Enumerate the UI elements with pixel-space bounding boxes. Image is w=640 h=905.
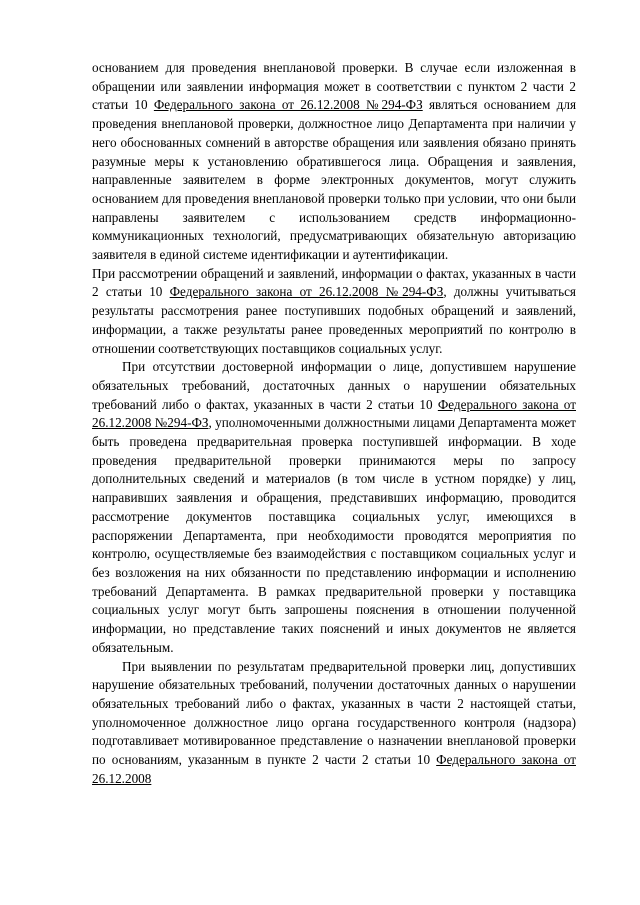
federal-law-link[interactable]: Федерального закона от 26.12.2008 №294-ФЗ — [153, 97, 423, 113]
paragraph-4 — [92, 658, 576, 789]
paragraph-text: , уполномоченными должностными лицами Департамента может быть проведена предварительная проверка поступившей информации. В ходе проведения предварительной проверки принимаются меры по запросу дополнительных сведений и материалов (в том числе в устном порядке) у лиц, направивших заявления и обращения, представивших информацию, проводится рассмотрение документов поставщика социальных услуг, имеющихся в распоряжении Департамента, при необходимости проводятся мероприятия по контролю, осуществляемые без взаимодействия с поставщиком социальных услуг и без возложения на них обязанности по представлению информации и исполнению требований Департамента. В рамках предварительной проверки у поставщика социальных услуг могут быть запрошены пояснения в отношении полученной информации, но представление таких пояснений и иных документов не является обязательным. — [92, 415, 576, 655]
paragraph-text: При рассмотрении обращений и заявлений, информации о фактах, указанных в части 2 статьи 10 — [92, 265, 576, 300]
paragraph-1 — [92, 59, 576, 265]
paragraph-2 — [92, 265, 576, 359]
paragraph-text: При отсутствии достоверной информации о лице, допустившем нарушение обязательных требований, достаточных данных о нарушении обязательных требований либо о фактах, указанных в части 2 статьи 10 — [92, 359, 576, 412]
paragraph-3 — [92, 358, 576, 657]
paragraph-text: , должны учитываться результаты рассмотрения ранее поступивших подобных обращений и заявлений, информации, а также результаты ранее проведенных мероприятий по контролю в отношении соответствующих поставщиков социальных услуг. — [92, 284, 576, 356]
paragraph-text: основанием для проведения внеплановой проверки. В случае если изложенная в обращении или заявлении информация может в соответствии с пунктом 2 части 2 статьи 10 — [92, 60, 576, 113]
paragraph-text: При выявлении по результатам предварительной проверки лиц, допустивших нарушение обязательных требований, получении достаточных данных о нарушении обязательных требований либо о фактах, указанных в части 2 настоящей статьи, уполномоченное должностное лицо органа государственного контроля (надзора) подготавливает мотивированное представление о назначении внеплановой проверки по основаниям, указанным в пункте 2 части 2 статьи 10 — [92, 658, 576, 768]
federal-law-link[interactable]: Федерального закона от 26.12.2008 №294-ФЗ — [169, 284, 444, 300]
federal-law-link[interactable]: Федерального закона от 26.12.2008 — [92, 752, 576, 786]
federal-law-link[interactable]: Федерального закона от 26.12.2008 №294-ФЗ — [92, 396, 576, 431]
document-page — [92, 59, 576, 788]
paragraph-text: являться основанием для проведения внеплановой проверки, должностное лицо Департамента при наличии у него обоснованных сомнений в авторстве обращения или заявления обязано принять разумные меры к установлению обратившегося лица. Обращения и заявления, направленные заявителем в форме электронных документов, могут служить основанием для проведения внеплановой проверки только при условии, что они были направлены заявителем с использованием средств информационно-коммуникационных технологий, предусматривающих обязательную авторизацию заявителя в единой системе идентификации и аутентификации. — [92, 97, 577, 263]
